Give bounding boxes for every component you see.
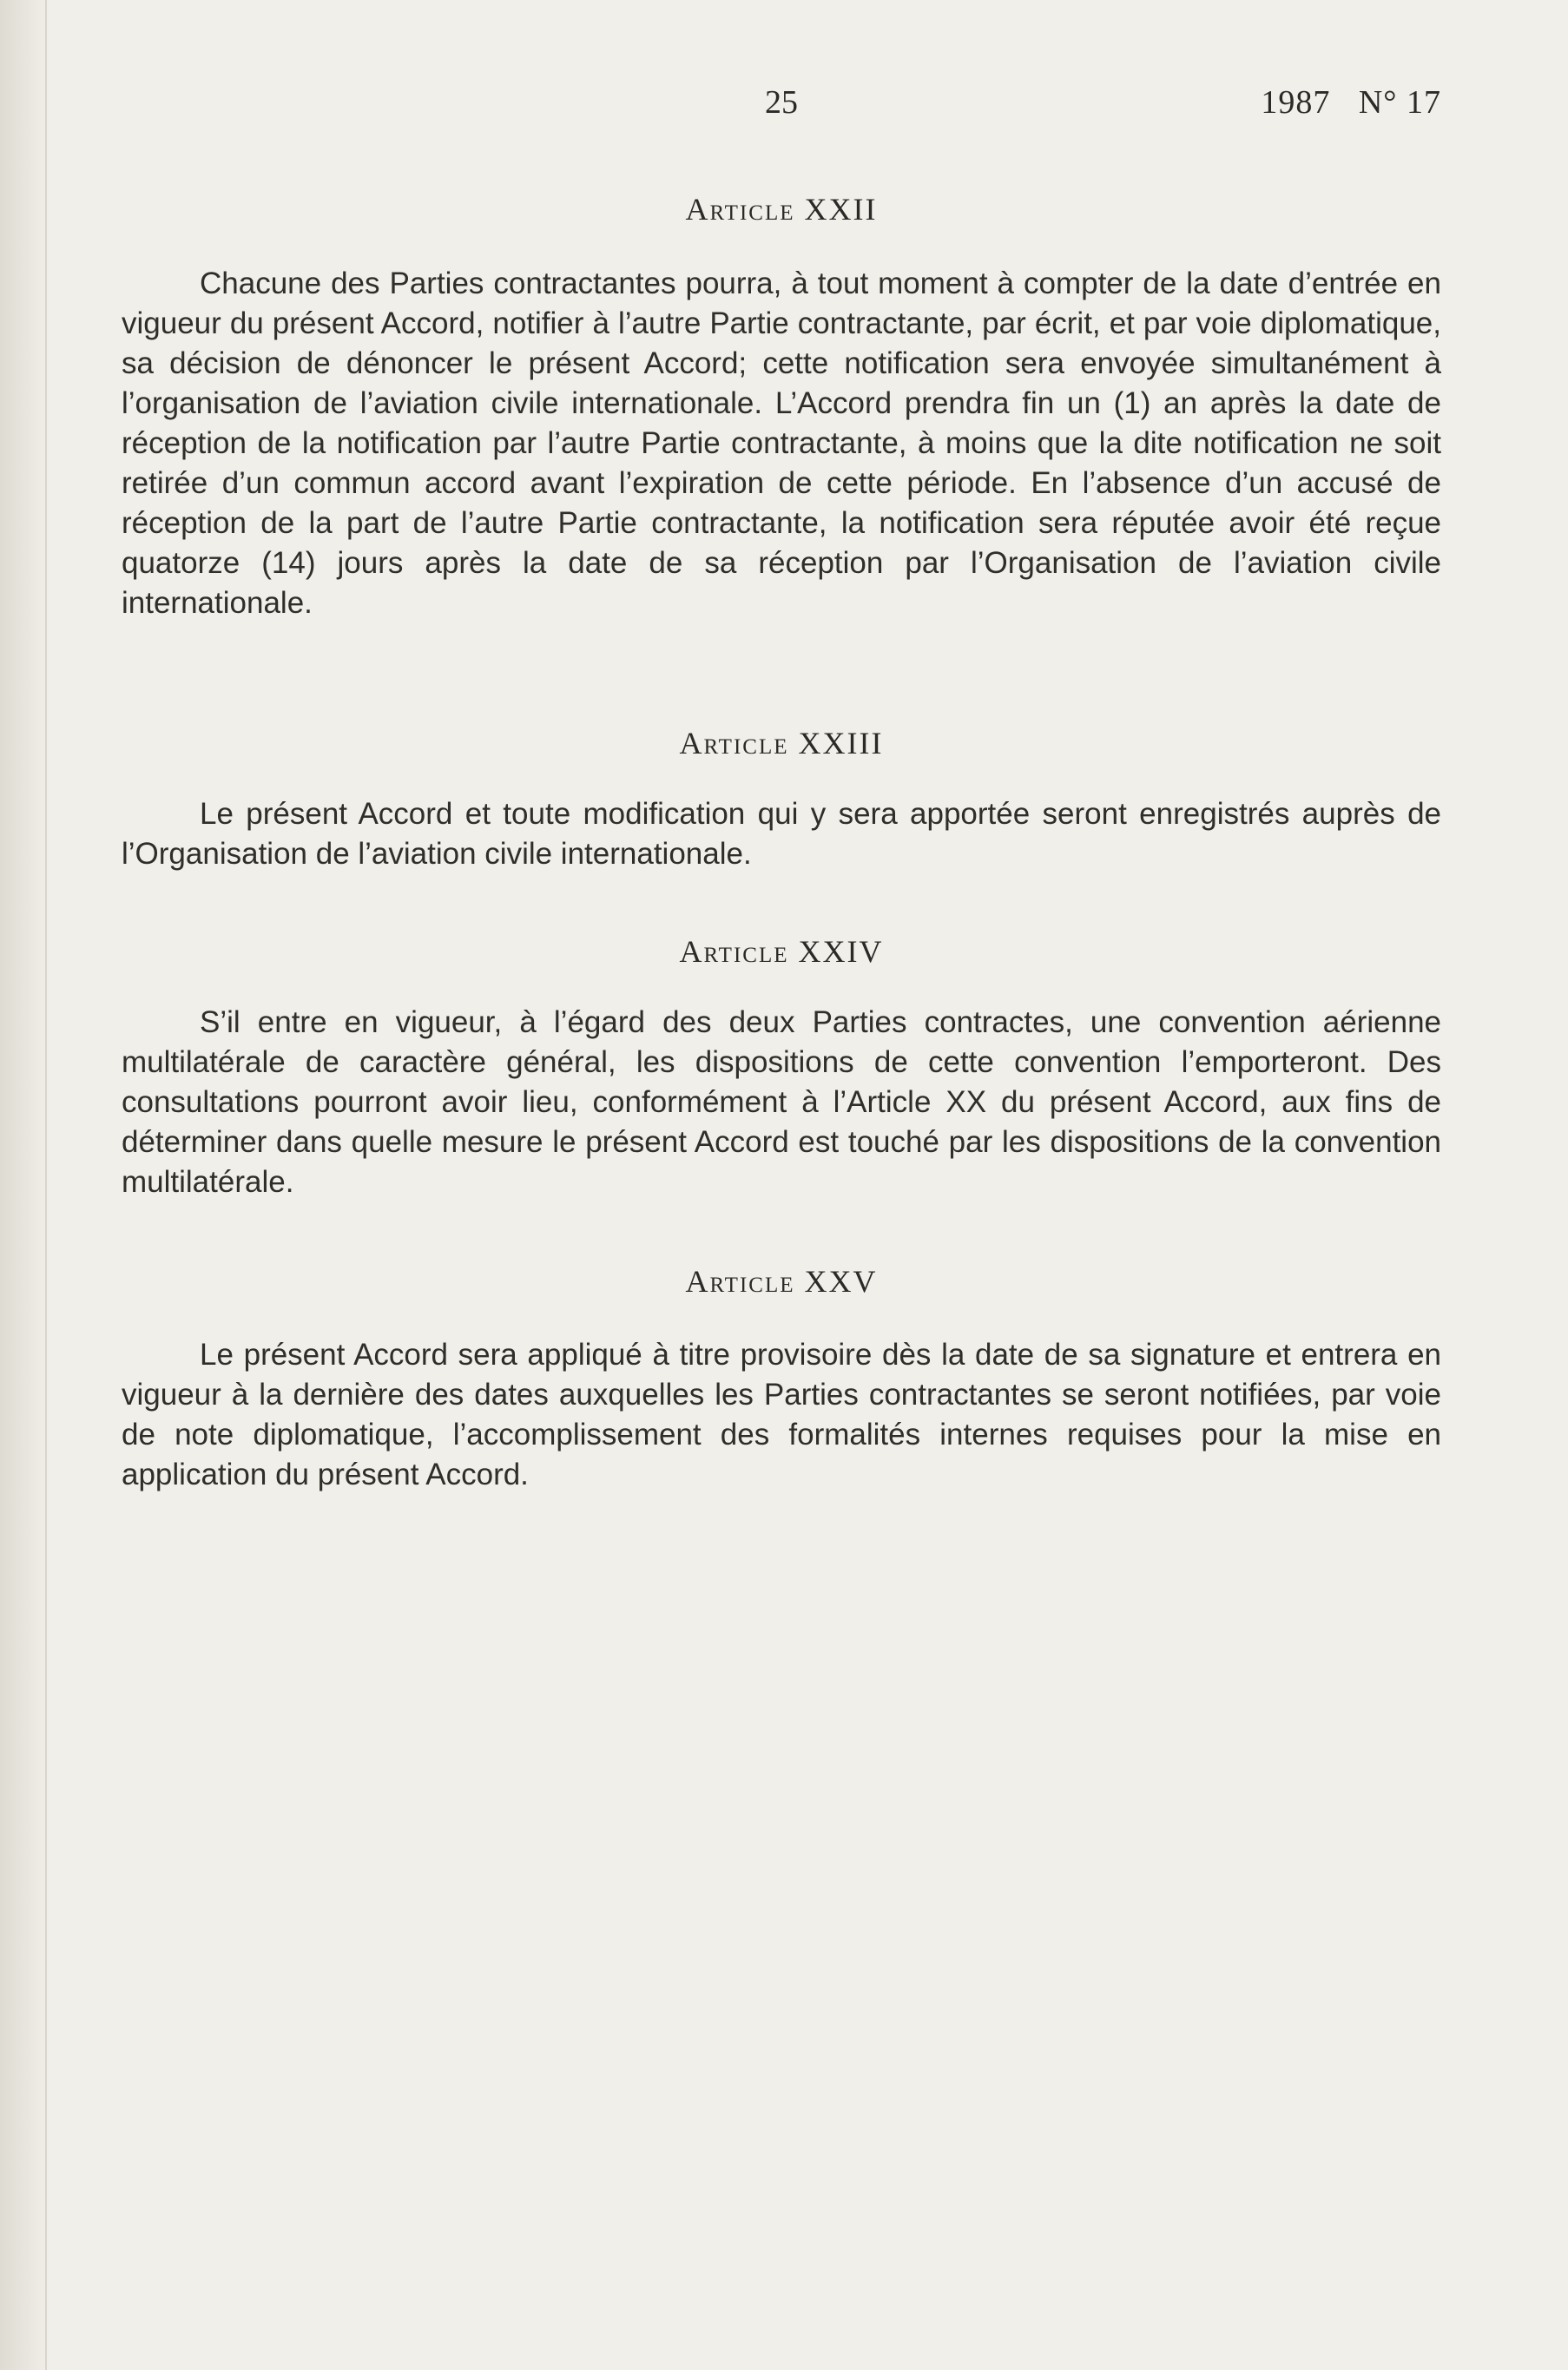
article-title: Article XXIV (679, 934, 884, 969)
page-header (122, 83, 1441, 135)
article-text: Le présent Accord sera appliqué à titre provisoire dès la date de sa signature et entrera en vigueur à la dernière des dates auxquelles les Parties contractantes se seront notifiées, par voie de note diplomatique, l’accomplissement des formalités internes requises pour la mise en application du présent Accord. (122, 1338, 1441, 1491)
document-page (122, 0, 1441, 2370)
article-text: S’il entre en vigueur, à l’égard des deux Parties contractes, une convention aérienne multilatérale de caractère général, les dispositions de cette convention l’emporteront. Des consultations pourront avoir lieu, conformément à l’Article XX du présent Accord, aux fins de déterminer dans quelle mesure le présent Accord est touché par les dispositions de la convention multilatérale. (122, 1005, 1441, 1199)
article-title: Article XXII (685, 192, 878, 227)
document-number: N° 17 (1358, 84, 1441, 121)
article-title: Article XXIII (679, 726, 884, 760)
binding-edge (45, 0, 47, 2370)
article-text: Chacune des Parties contractantes pourra, à tout moment à compter de la date d’entrée en vigueur du présent Accord, notifier à l’autre Partie contractante, par écrit, et par voie diplomatique, sa décision de dénoncer le présent Accord; cette notification sera envoyée simultanément à l’organisation de l’aviation civile internationale. L’Accord prendra fin un (1) an après la date de réception de la notification par l’autre Partie contractante, à moins que la dite notification ne soit retirée d’un commun accord avant l’expiration de cette période. En l’absence d’un accusé de réception de la part de l’autre Partie contractante, la notification sera réputée avoir été reçue quatorze (14) jours après la date de sa réception par l’Organisation de l’aviation civile internationale. (122, 267, 1441, 620)
binding-shadow (0, 0, 50, 2370)
document-year: 1987 (1261, 84, 1331, 121)
article-title: Article XXV (685, 1264, 878, 1299)
page-number: 25 (765, 84, 798, 121)
article-text: Le présent Accord et toute modification qui y sera apportée seront enregistrés auprès de l’Organisation de l’aviation civile internationale. (122, 797, 1441, 871)
document-reference (1242, 83, 1441, 122)
